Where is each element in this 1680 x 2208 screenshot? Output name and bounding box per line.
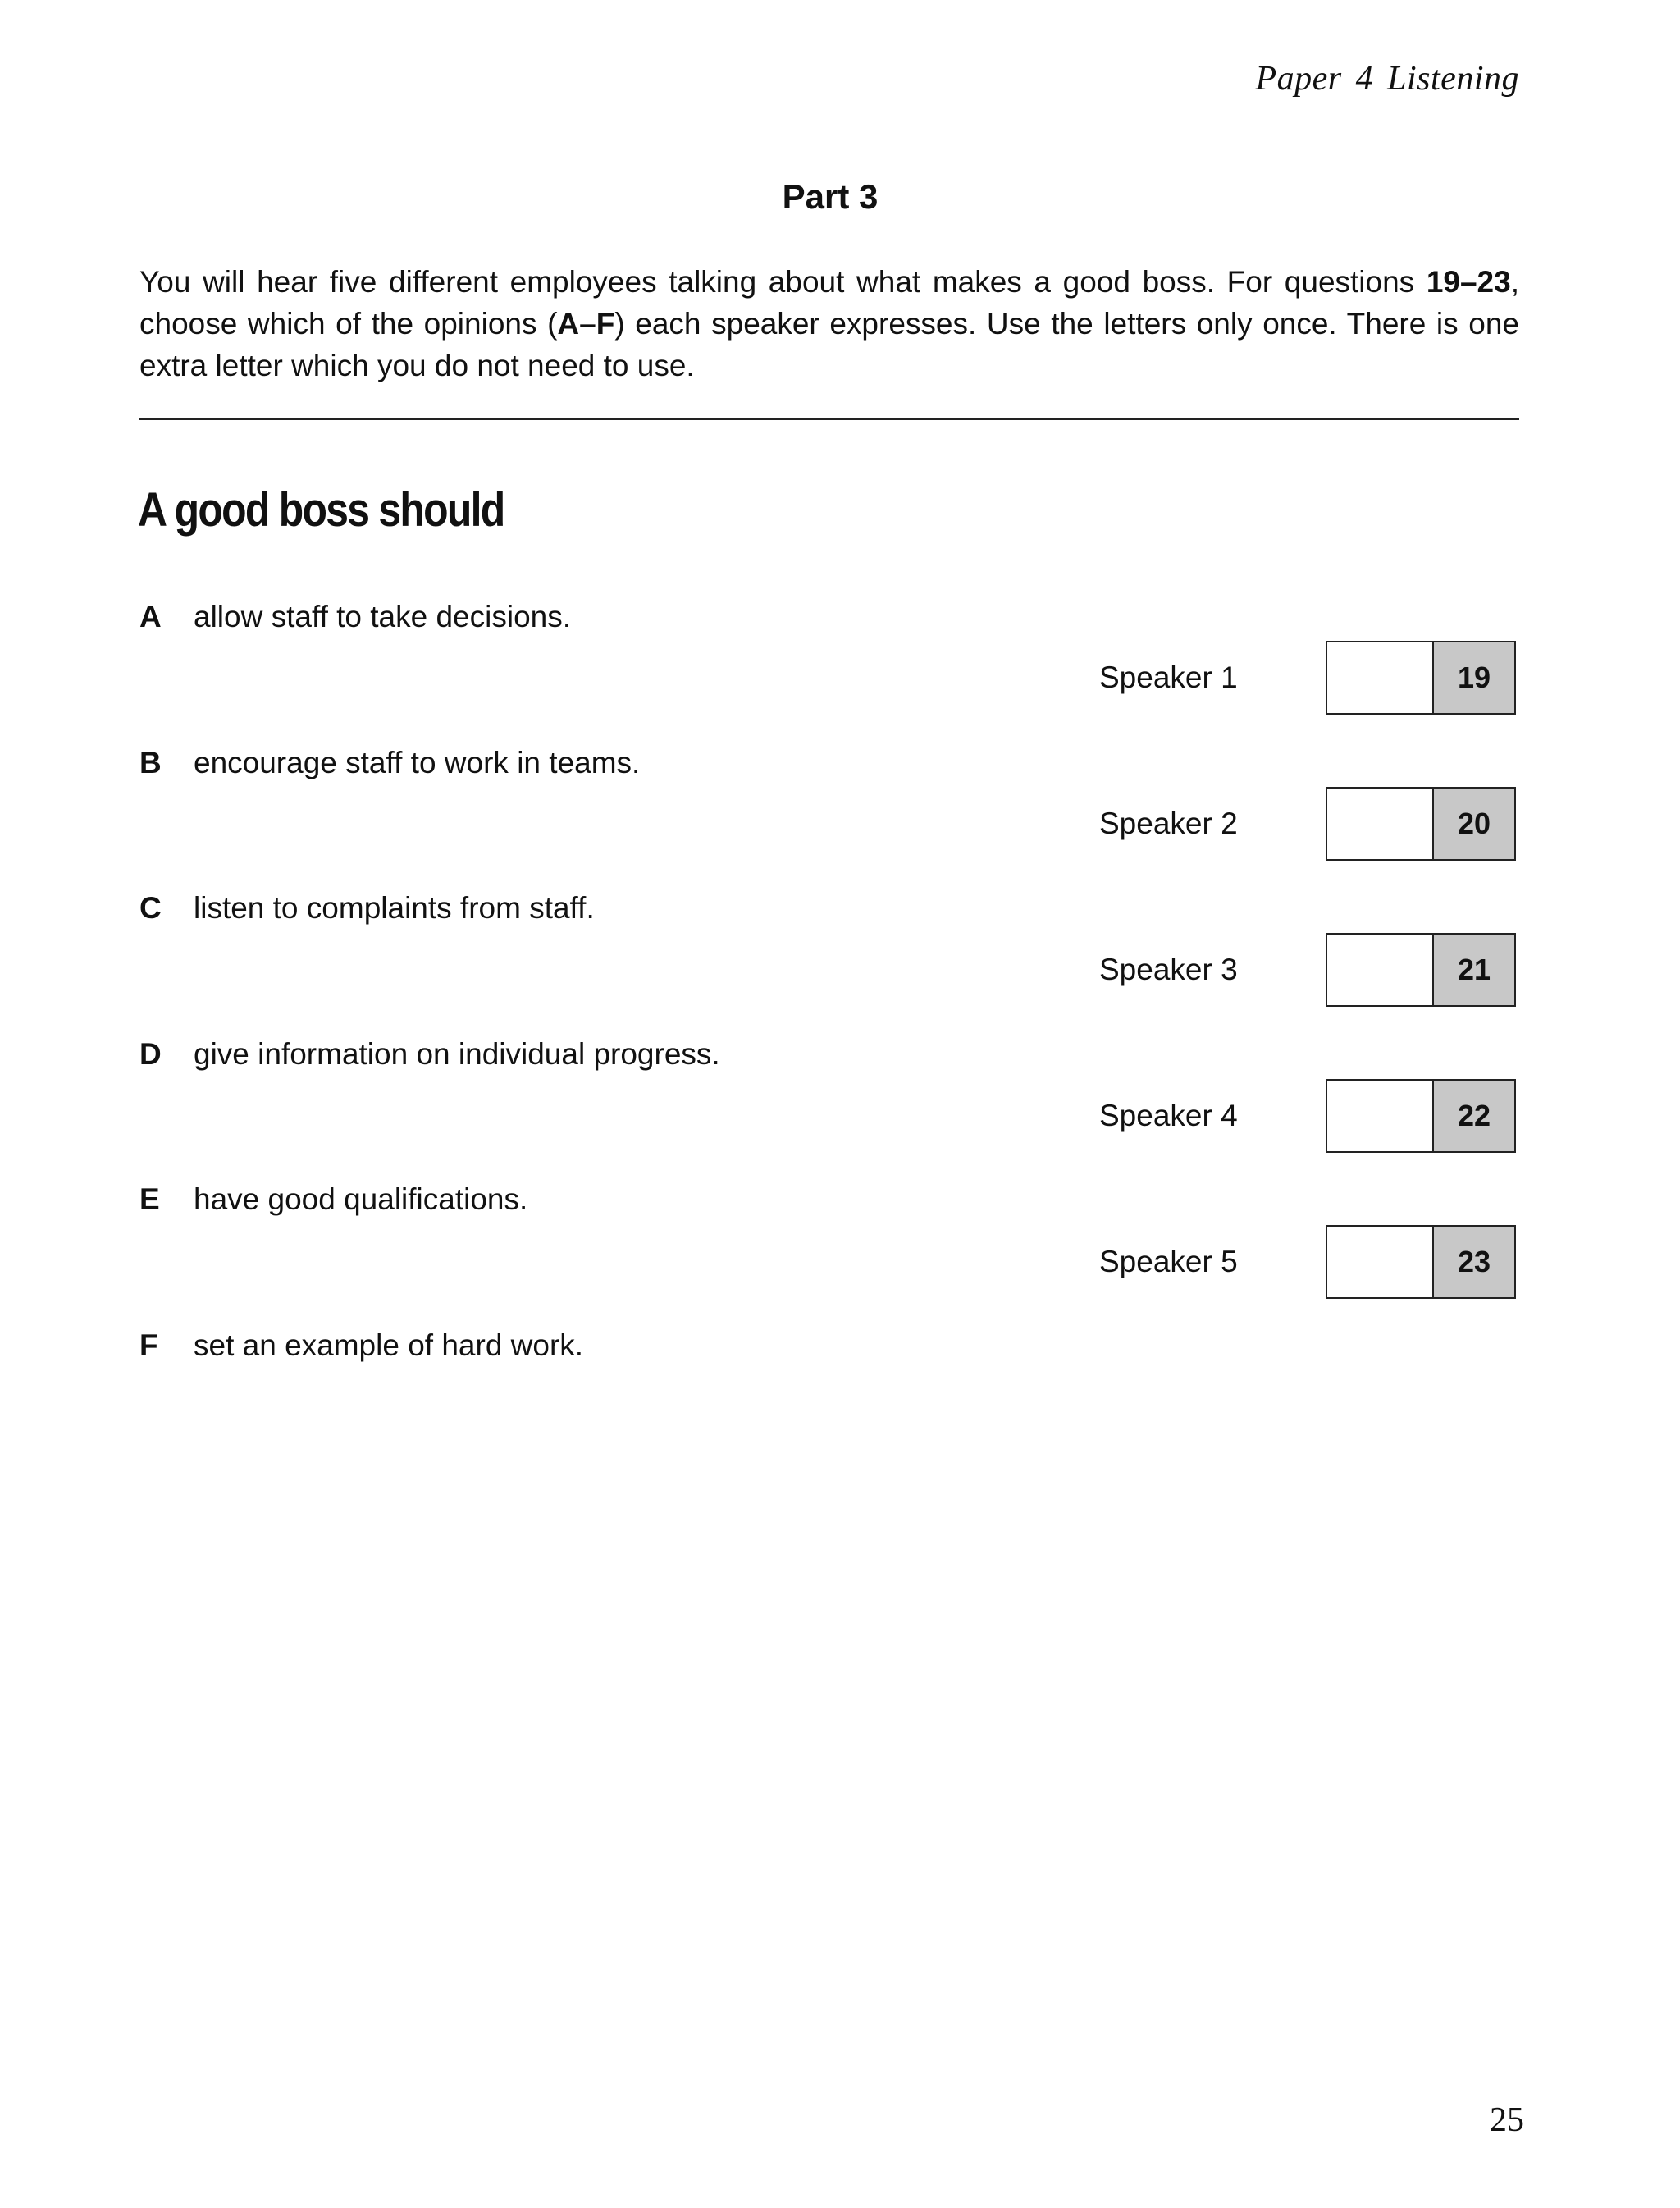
option-a [139, 599, 571, 635]
option-letter: B [139, 746, 162, 779]
question-number: 21 [1434, 935, 1514, 1005]
speaker-3-label: Speaker 3 [1099, 953, 1238, 986]
instructions-text-2: , choose which of the opinions ( [139, 265, 1519, 341]
option-text: set an example of hard work. [194, 1328, 584, 1362]
instructions-text-3: ) each speaker expresses. Use the letters only once. There is one extra letter which you do not need to use. [139, 307, 1519, 382]
speaker-5-answer-input[interactable] [1327, 1227, 1434, 1297]
divider-rule [139, 418, 1519, 420]
speaker-4-answer-input[interactable] [1327, 1081, 1434, 1151]
option-text: have good qualifications. [194, 1182, 528, 1216]
speaker-3-answer-input[interactable] [1327, 935, 1434, 1005]
option-text: listen to complaints from staff. [194, 891, 595, 925]
option-letter: E [139, 1182, 160, 1216]
letter-range: A–F [557, 307, 615, 341]
option-b [139, 745, 640, 781]
option-c [139, 890, 595, 926]
question-number: 23 [1434, 1227, 1514, 1297]
option-letter: D [139, 1037, 162, 1071]
speaker-4-answer-box [1326, 1079, 1516, 1153]
speaker-5-answer-box [1326, 1225, 1516, 1299]
speaker-1-label: Speaker 1 [1099, 661, 1238, 694]
speaker-2-label: Speaker 2 [1099, 807, 1238, 840]
speaker-5-label: Speaker 5 [1099, 1245, 1238, 1278]
option-text: allow staff to take decisions. [194, 600, 572, 633]
page-number: 25 [1490, 2101, 1524, 2139]
section-heading: A good boss should [138, 483, 504, 537]
option-letter: A [139, 600, 162, 633]
running-head: Paper 4 Listening [1255, 60, 1519, 98]
speaker-3-answer-box [1326, 933, 1516, 1007]
option-text: give information on individual progress. [194, 1037, 720, 1071]
option-letter: C [139, 891, 162, 925]
option-letter: F [139, 1328, 158, 1362]
question-number: 22 [1434, 1081, 1514, 1151]
option-f [139, 1328, 583, 1364]
option-d [139, 1036, 720, 1072]
option-text: encourage staff to work in teams. [194, 746, 641, 779]
question-number: 19 [1434, 642, 1514, 713]
speaker-1-answer-input[interactable] [1327, 642, 1434, 713]
speaker-2-answer-input[interactable] [1327, 789, 1434, 859]
speaker-1-answer-box [1326, 641, 1516, 715]
option-e [139, 1182, 527, 1218]
question-range: 19–23 [1426, 265, 1511, 299]
question-number: 20 [1434, 789, 1514, 859]
instructions [139, 261, 1519, 386]
part-title: Part 3 [782, 177, 879, 216]
speaker-4-label: Speaker 4 [1099, 1099, 1238, 1132]
instructions-text-1: You will hear five different employees talking about what makes a good boss. For questions [139, 265, 1427, 299]
speaker-2-answer-box [1326, 787, 1516, 861]
